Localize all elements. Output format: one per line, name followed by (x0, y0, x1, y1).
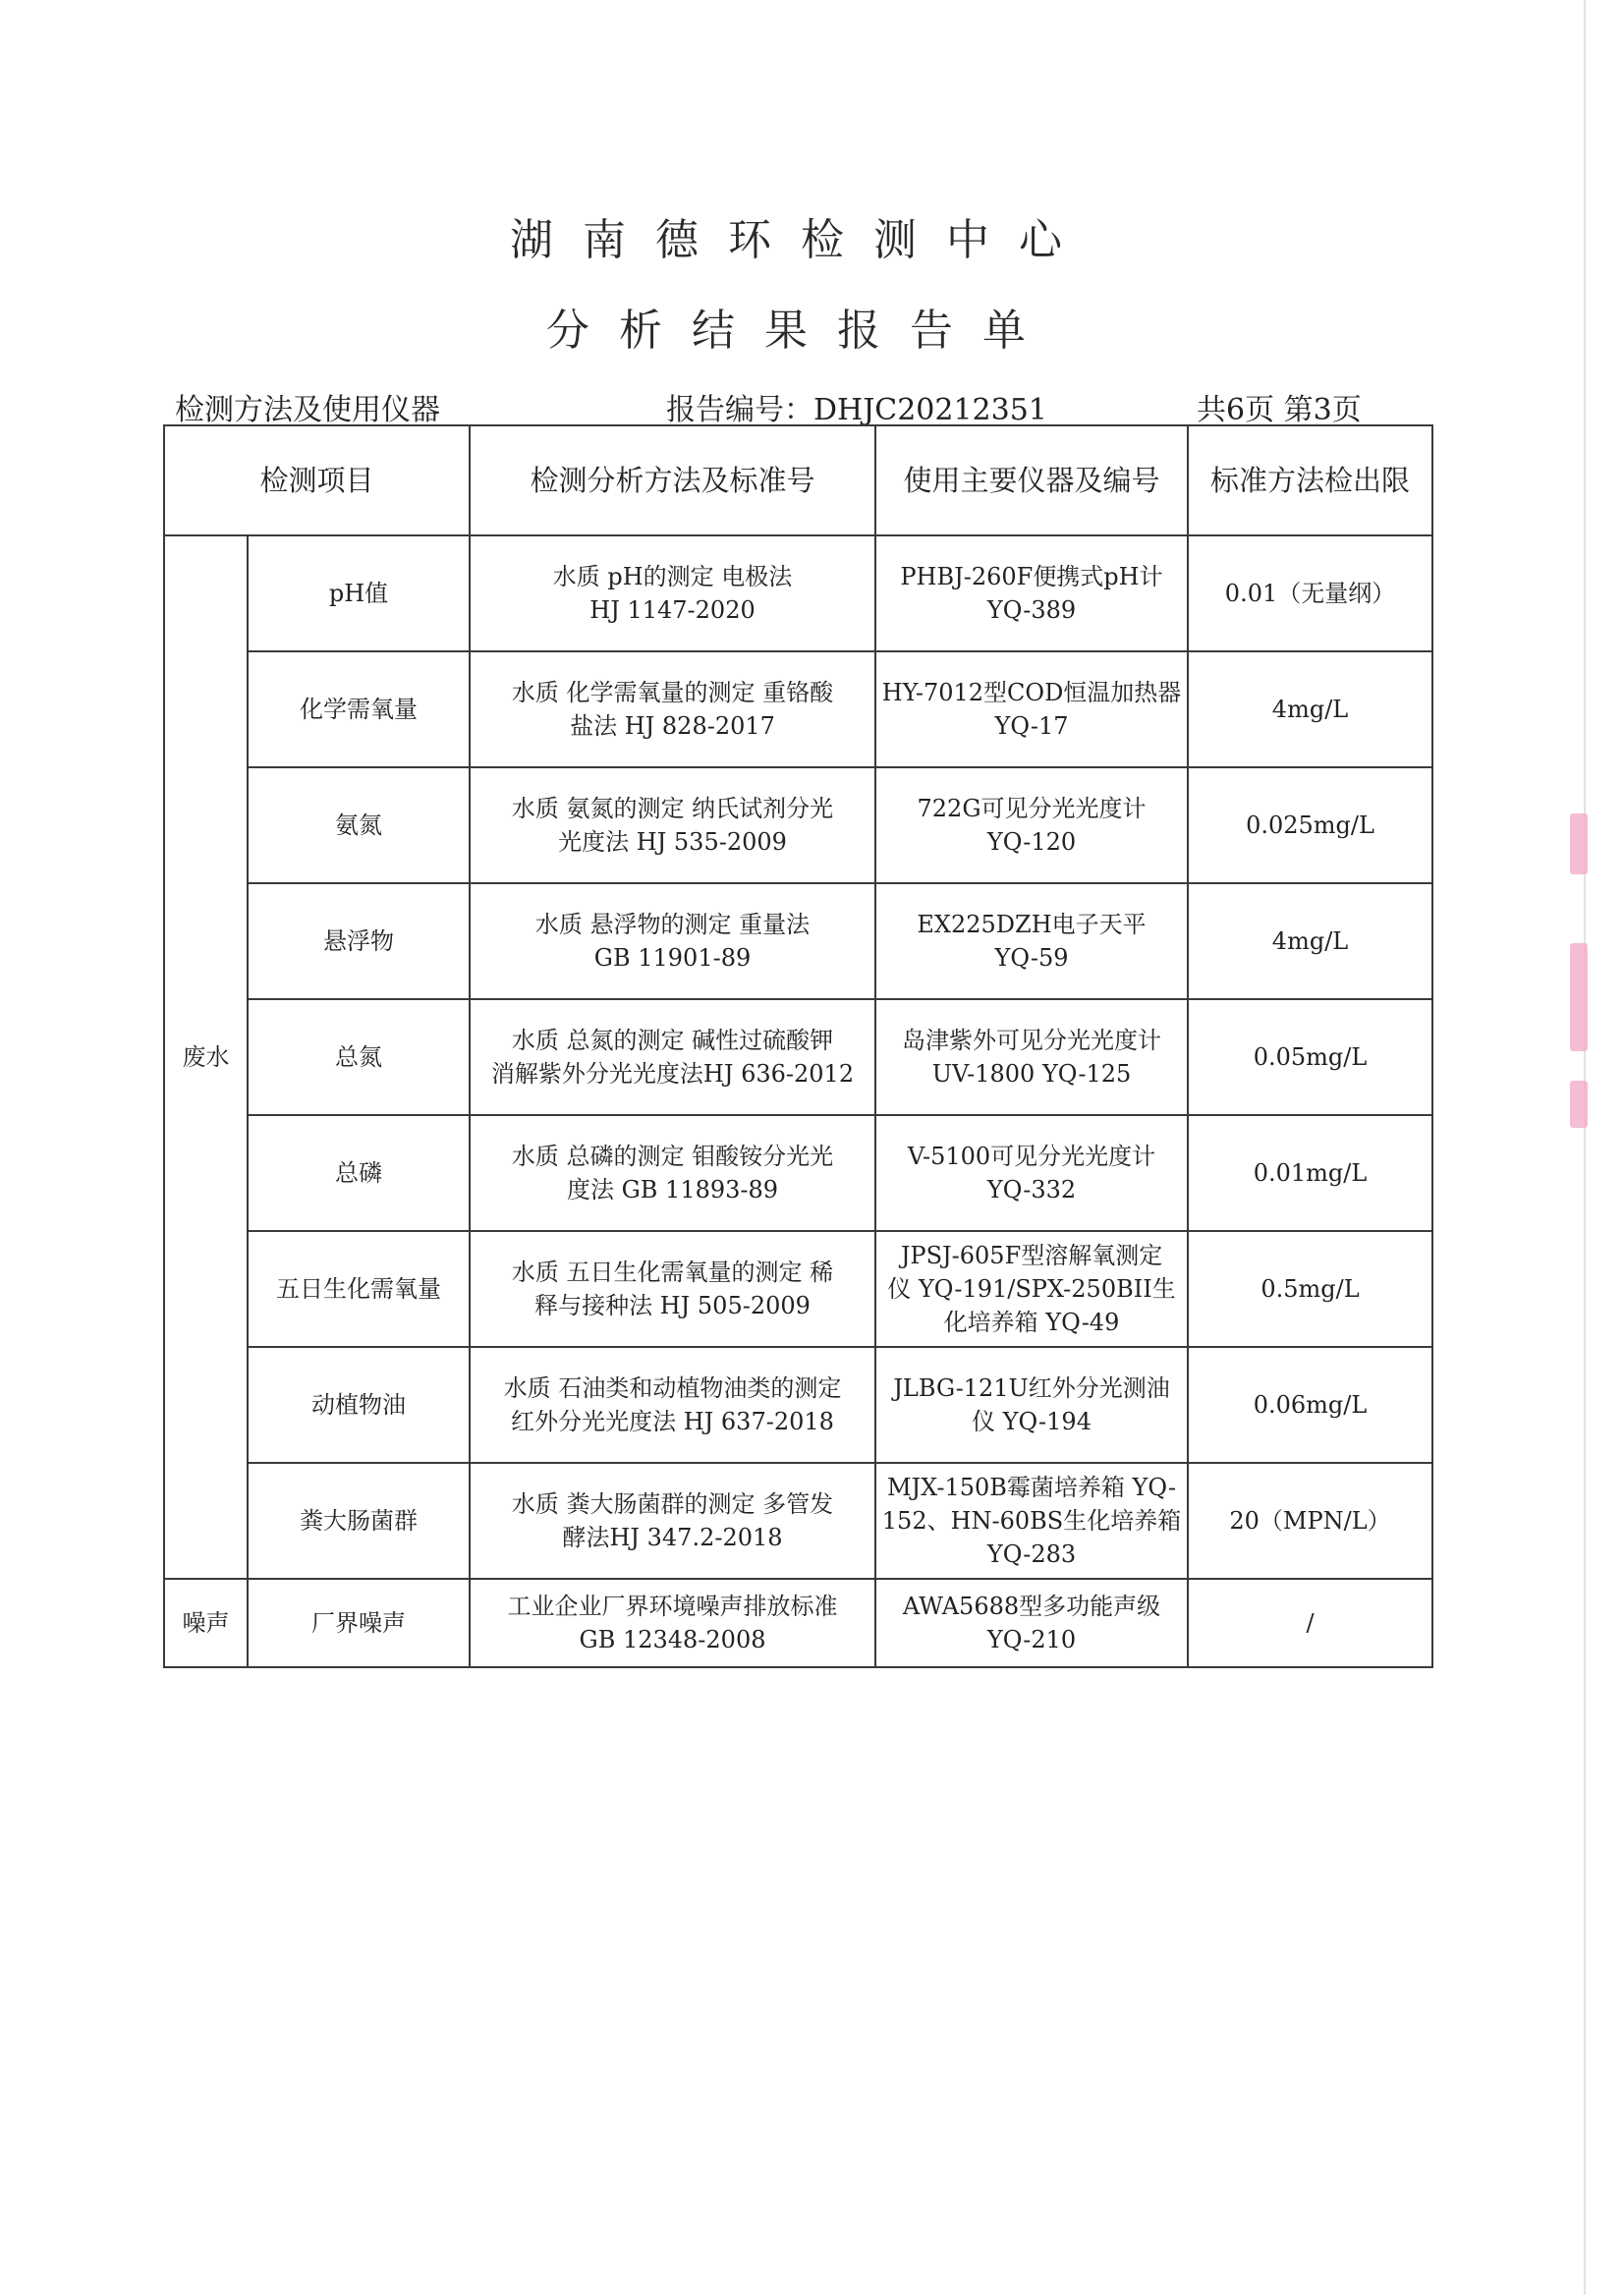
instrument-line: YQ-120 (986, 828, 1077, 856)
column-header: 检测分析方法及标准号 (470, 425, 875, 535)
column-header: 标准方法检出限 (1188, 425, 1432, 535)
report-number: 报告编号：DHJC20212351 (666, 393, 1047, 427)
table-row (164, 999, 1432, 1115)
item-cell: 总磷 (248, 1115, 470, 1231)
column-header: 检测项目 (164, 425, 470, 535)
instrument-line: 仪 YQ-194 (972, 1408, 1092, 1435)
limit-cell: 4mg/L (1188, 651, 1432, 767)
category-cell: 噪声 (164, 1579, 248, 1667)
limit-cell: 0.5mg/L (1188, 1231, 1432, 1347)
instrument-cell (875, 1579, 1188, 1667)
method-line: 消解紫外分光光度法HJ 636-2012 (490, 1060, 855, 1088)
limit-cell: 0.06mg/L (1188, 1347, 1432, 1463)
item-cell: 五日生化需氧量 (248, 1231, 470, 1347)
instrument-cell (875, 1463, 1188, 1579)
instrument-line: 化培养箱 YQ-49 (943, 1309, 1120, 1336)
instrument-cell (875, 999, 1188, 1115)
table-row (164, 767, 1432, 883)
item-cell: 总氮 (248, 999, 470, 1115)
method-line: 红外分光光度法 HJ 637-2018 (511, 1408, 834, 1435)
method-cell (470, 535, 875, 651)
instrument-line: PHBJ-260F便携式pH计 (900, 563, 1163, 590)
instrument-line: 仪 YQ-191/SPX-250BII生 (887, 1275, 1176, 1303)
method-line: 水质 总氮的测定 碱性过硫酸钾 (511, 1027, 834, 1054)
instrument-line: UV-1800 YQ-125 (931, 1060, 1132, 1088)
method-line: 水质 悬浮物的测定 重量法 (534, 911, 811, 938)
seal-fragment (1570, 813, 1588, 874)
table-row (164, 883, 1432, 999)
limit-cell: / (1188, 1579, 1432, 1667)
instrument-line: 152、HN-60BS生化培养箱 (881, 1507, 1182, 1535)
limit-cell: 0.05mg/L (1188, 999, 1432, 1115)
instrument-cell (875, 1347, 1188, 1463)
column-header: 使用主要仪器及编号 (875, 425, 1188, 535)
limit-cell: 0.01（无量纲） (1188, 535, 1432, 651)
method-line: 水质 总磷的测定 钼酸铵分光光 (511, 1143, 834, 1170)
method-line: 水质 氨氮的测定 纳氏试剂分光 (511, 795, 834, 822)
method-cell (470, 1579, 875, 1667)
item-cell: pH值 (248, 535, 470, 651)
instrument-cell (875, 535, 1188, 651)
instrument-line: YQ-283 (986, 1540, 1077, 1568)
limit-cell: 20（MPN/L） (1188, 1463, 1432, 1579)
instrument-line: 岛津紫外可见分光光度计 (902, 1027, 1162, 1054)
method-cell (470, 1115, 875, 1231)
method-line: 释与接种法 HJ 505-2009 (534, 1292, 811, 1319)
instrument-line: EX225DZH电子天平 (917, 911, 1147, 938)
instrument-line: V-5100可见分光光度计 (907, 1143, 1156, 1170)
method-line: 酵法HJ 347.2-2018 (562, 1524, 783, 1551)
method-cell (470, 651, 875, 767)
seal-fragment (1570, 1081, 1588, 1128)
instrument-cell (875, 1115, 1188, 1231)
table-row (164, 1347, 1432, 1463)
method-line: 度法 GB 11893-89 (566, 1176, 779, 1203)
instrument-line: HY-7012型COD恒温加热器 (881, 679, 1182, 706)
instrument-cell (875, 883, 1188, 999)
limit-cell: 0.025mg/L (1188, 767, 1432, 883)
table-body (164, 425, 1432, 1667)
instrument-line: AWA5688型多功能声级 (902, 1593, 1161, 1620)
method-cell (470, 1463, 875, 1579)
methods-table (163, 424, 1433, 1668)
method-line: GB 12348-2008 (579, 1626, 766, 1653)
seal-fragment (1570, 943, 1588, 1051)
method-line: 水质 石油类和动植物油类的测定 (503, 1374, 842, 1402)
table-header-row (164, 425, 1432, 535)
item-cell: 悬浮物 (248, 883, 470, 999)
method-line: HJ 1147-2020 (589, 596, 756, 624)
org-title: 湖南德环检测中心 (510, 215, 1092, 265)
table-row (164, 1115, 1432, 1231)
category-cell: 废水 (164, 535, 248, 1579)
item-cell: 厂界噪声 (248, 1579, 470, 1667)
instrument-cell (875, 1231, 1188, 1347)
instrument-cell (875, 651, 1188, 767)
method-line: 水质 pH的测定 电极法 (552, 563, 793, 590)
item-cell: 粪大肠菌群 (248, 1463, 470, 1579)
method-line: GB 11901-89 (593, 944, 752, 972)
item-cell: 化学需氧量 (248, 651, 470, 767)
method-line: 水质 化学需氧量的测定 重铬酸 (511, 679, 834, 706)
method-line: 水质 五日生化需氧量的测定 稀 (511, 1259, 834, 1286)
instrument-line: 722G可见分光光度计 (917, 795, 1147, 822)
limit-cell: 4mg/L (1188, 883, 1432, 999)
page-indicator: 共6页 第3页 (1197, 393, 1362, 427)
method-cell (470, 767, 875, 883)
method-line: 工业企业厂界环境噪声排放标准 (507, 1593, 838, 1620)
instrument-line: YQ-17 (994, 712, 1069, 740)
item-cell: 动植物油 (248, 1347, 470, 1463)
method-cell (470, 999, 875, 1115)
method-line: 盐法 HJ 828-2017 (570, 712, 775, 740)
instrument-line: YQ-389 (986, 596, 1077, 624)
instrument-line: YQ-332 (986, 1176, 1077, 1203)
instrument-line: JPSJ-605F型溶解氧测定 (900, 1242, 1163, 1269)
section-label: 检测方法及使用仪器 (175, 393, 440, 427)
instrument-line: MJX-150B霉菌培养箱 YQ- (886, 1474, 1177, 1501)
instrument-line: YQ-59 (994, 944, 1069, 972)
instrument-line: JLBG-121U红外分光测油 (893, 1374, 1170, 1402)
limit-cell: 0.01mg/L (1188, 1115, 1432, 1231)
table-row (164, 651, 1432, 767)
table-row (164, 535, 1432, 651)
method-cell (470, 1231, 875, 1347)
method-cell (470, 883, 875, 999)
table-row (164, 1579, 1432, 1667)
instrument-line: YQ-210 (986, 1626, 1077, 1653)
method-line: 光度法 HJ 535-2009 (558, 828, 787, 856)
instrument-cell (875, 767, 1188, 883)
table-row (164, 1463, 1432, 1579)
method-cell (470, 1347, 875, 1463)
method-line: 水质 粪大肠菌群的测定 多管发 (511, 1490, 834, 1518)
item-cell: 氨氮 (248, 767, 470, 883)
document-title: 分析结果报告单 (546, 306, 1055, 356)
table-row (164, 1231, 1432, 1347)
